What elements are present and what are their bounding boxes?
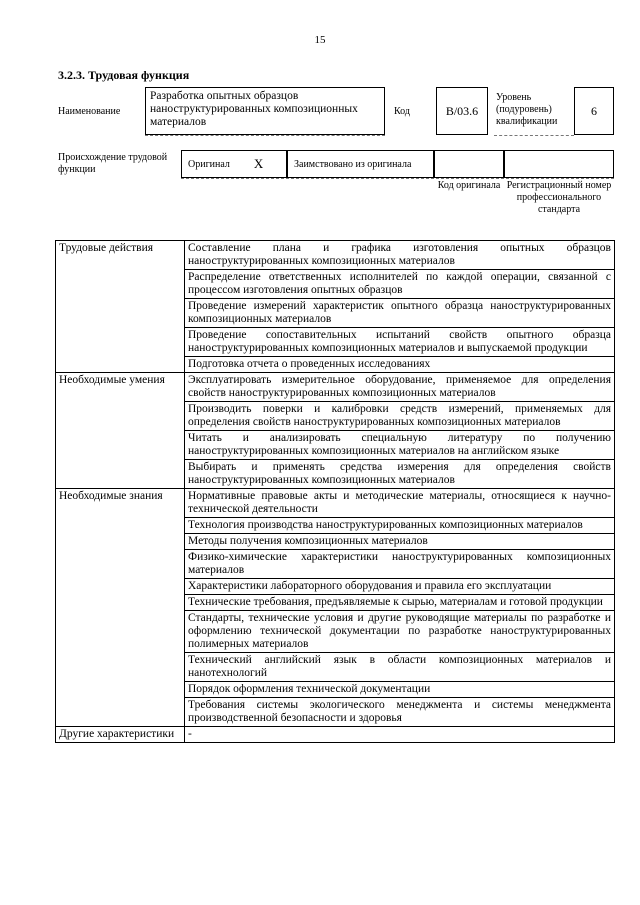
code-label: Код [394, 106, 410, 117]
page-number: 15 [314, 34, 326, 46]
table-cell-item: Характеристики лабораторного оборудования и правила его эксплуатации [185, 579, 615, 595]
table-cell-item: Составление плана и графика изготовления опытных образцов наноструктурированных композиционных материалов [185, 241, 615, 270]
table-cell-item: - [185, 727, 615, 743]
level-value: 6 [574, 87, 614, 135]
reg-number-caption: Регистрационный номер профессионального стандарта [506, 180, 612, 215]
table-cell-item: Технические требования, предъявляемые к сырью, материалам и готовой продукции [185, 595, 615, 611]
category-other-characteristics: Другие характеристики [56, 727, 185, 743]
code-original-cell [434, 150, 504, 178]
table-row [56, 373, 615, 402]
table-cell-item: Читать и анализировать специальную литературу по получению наноструктурированных композиционных материалов на английском языке [185, 431, 615, 460]
table-cell-item: Требования системы экологического менеджмента и системы менеджмента производственной безопасности и здоровья [185, 698, 615, 727]
section-title: 3.2.3. Трудовая функция [58, 68, 190, 82]
code-original-caption: Код оригинала [437, 180, 501, 191]
table-cell-item: Производить поверки и калибровки средств измерений, применяемых для определения свойств наноструктурированных композиционных материалов [185, 402, 615, 431]
table-cell-item: Технология производства наноструктурированных композиционных материалов [185, 518, 615, 534]
level-underline [494, 135, 574, 136]
code-value: B/03.6 [436, 87, 488, 135]
name-underline [145, 135, 385, 136]
category-required-skills: Необходимые умения [56, 373, 185, 489]
table-cell-item: Распределение ответственных исполнителей по каждой операции, связанной с процессом изготовления опытных образцов [185, 270, 615, 299]
function-table [55, 240, 615, 743]
original-cell [181, 150, 287, 178]
original-mark: X [253, 156, 264, 171]
level-label: Уровень (подуровень) квалификации [496, 92, 558, 127]
category-required-knowledge: Необходимые знания [56, 489, 185, 727]
table-cell-item: Стандарты, технические условия и другие руководящие материалы по разработке и оформлению технической документации по разработке наноструктурированных полимерных материалов [185, 611, 615, 653]
table-cell-item: Проведение измерений характеристик опытного образца наноструктурированных композиционных материалов [185, 299, 615, 328]
origin-underline [181, 178, 614, 179]
original-label: Оригинал [188, 158, 230, 170]
table-cell-item: Физико-химические характеристики наноструктурированных композиционных материалов [185, 550, 615, 579]
table-cell-item: Нормативные правовые акты и методические материалы, относящиеся к научно-технической деятельности [185, 489, 615, 518]
origin-label: Происхождение трудовой функции [58, 152, 168, 175]
name-label: Наименование [58, 106, 121, 117]
table-cell-item: Проведение сопоставительных испытаний свойств опытного образца наноструктурированных композиционных материалов и выпускаемой продукции [185, 328, 615, 357]
borrowed-cell [287, 150, 434, 178]
table-cell-item: Выбирать и применять средства измерения для определения свойств наноструктурированных композиционных материалов [185, 460, 615, 489]
borrowed-label: Заимствовано из оригинала [294, 158, 412, 170]
table-cell-item: Технический английский язык в области композиционных материалов и нанотехнологий [185, 653, 615, 682]
category-labor-actions: Трудовые действия [56, 241, 185, 373]
table-cell-item: Методы получения композиционных материалов [185, 534, 615, 550]
table-row [56, 489, 615, 518]
table-cell-item: Подготовка отчета о проведенных исследованиях [185, 357, 615, 373]
table-row [56, 241, 615, 270]
reg-number-cell [504, 150, 614, 178]
table-row [56, 727, 615, 743]
name-value: Разработка опытных образцов наноструктурированных композиционных материалов [145, 87, 385, 135]
table-cell-item: Эксплуатировать измерительное оборудование, применяемое для определения свойств наноструктурированных композиционных материалов [185, 373, 615, 402]
table-cell-item: Порядок оформления технической документации [185, 682, 615, 698]
